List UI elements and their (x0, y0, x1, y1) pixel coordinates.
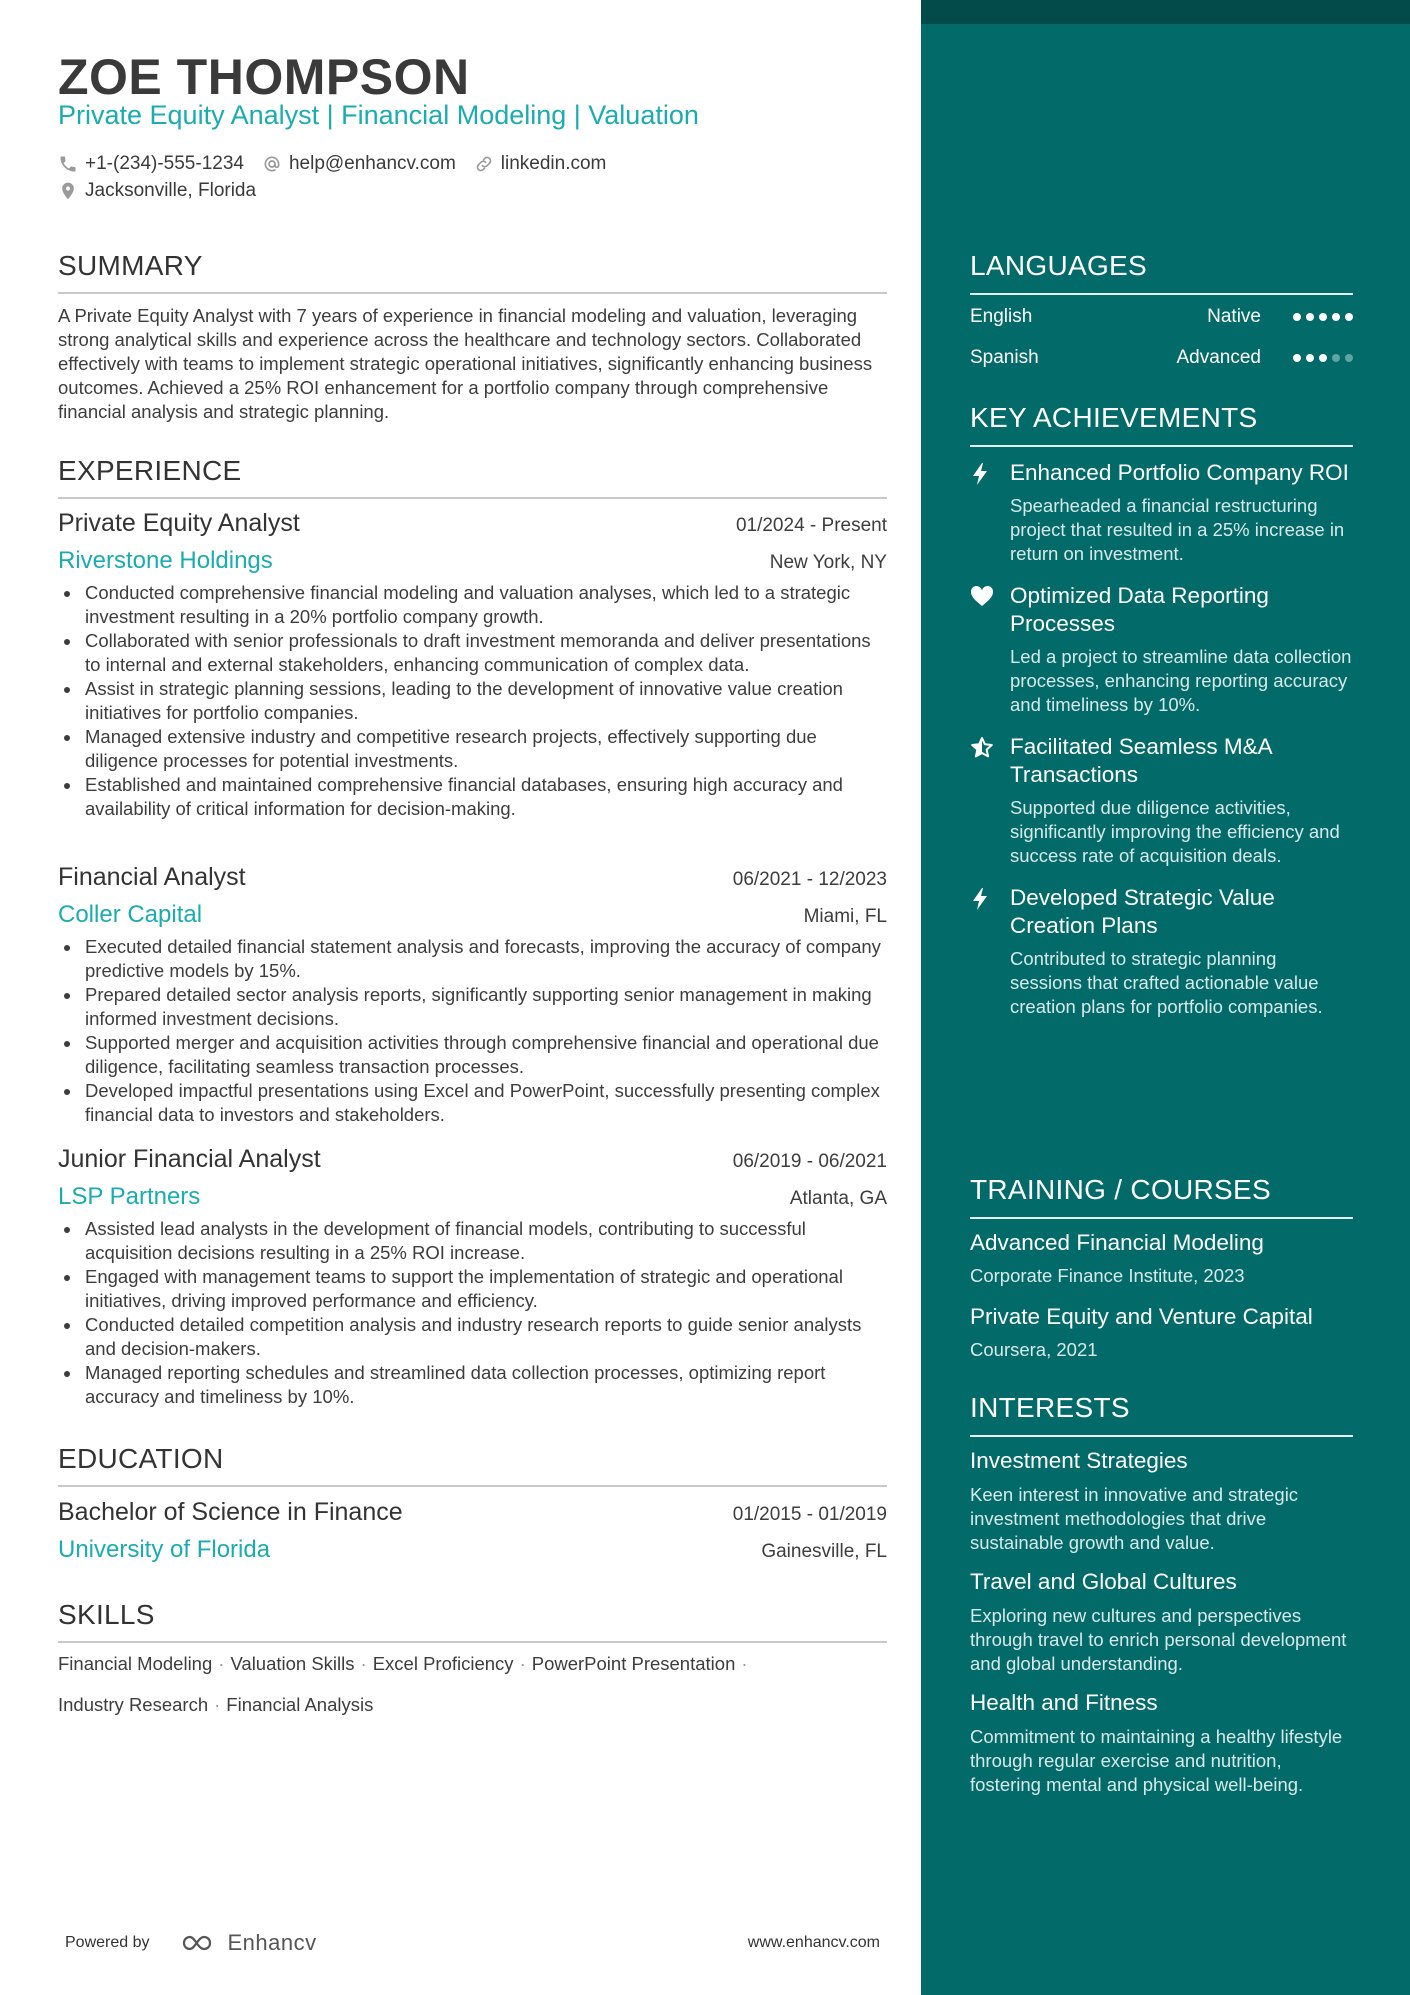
bolt-icon (970, 462, 990, 486)
achievement-desc: Supported due diligence activities, significantly improving the efficiency and success rate of acquisition deals. (1010, 797, 1340, 866)
degree: Bachelor of Science in Finance (58, 1498, 403, 1526)
list-item: Established and maintained comprehensive financial databases, ensuring high accuracy and availability of critical information for decision-making. (58, 773, 887, 821)
language-row (970, 296, 1353, 337)
skills-list: Financial Modeling · Valuation Skills · Excel Proficiency · PowerPoint Presentation · Industry Research · Financial Analysis (58, 1653, 748, 1715)
course-provider: Coursera, 2021 (970, 1339, 1098, 1360)
sidebar (921, 0, 1410, 1995)
achievement-desc: Led a project to streamline data collection processes, enhancing reporting accuracy and timeliness by 10%. (1010, 646, 1352, 715)
headline: Private Equity Analyst | Financial Modeling | Valuation (58, 100, 699, 130)
interests-section (970, 1392, 1353, 1797)
interest-desc: Keen interest in innovative and strategic investment methodologies that drive sustainable growth and value. (970, 1484, 1299, 1553)
phone-icon (58, 154, 78, 174)
interest-desc: Commitment to maintaining a healthy lifestyle through regular exercise and nutrition, fostering mental and physical well-being. (970, 1726, 1343, 1795)
contact-info (58, 150, 606, 204)
achievement-desc: Contributed to strategic planning sessions that crafted actionable value creation plans for portfolio companies. (1010, 948, 1323, 1017)
language-row (970, 337, 1353, 378)
list-item: Managed reporting schedules and streamlined data collection processes, optimizing report accuracy and timeliness by 10%. (58, 1361, 887, 1409)
course-title: Private Equity and Venture Capital (970, 1304, 1313, 1329)
divider (970, 445, 1353, 447)
interest-item (970, 1690, 1353, 1797)
interest-desc: Exploring new cultures and perspectives through travel to enrich personal development and global understanding. (970, 1605, 1347, 1674)
powered-by-text: Powered by (65, 1934, 150, 1951)
job-title: Private Equity Analyst (58, 509, 300, 537)
summary-text: A Private Equity Analyst with 7 years of experience in financial modeling and valuation, leveraging strong analytical skills and experience across the healthcare and technology sectors. Collaborated effectively with teams to implement strategic operational initiatives, significantly enhancing business outcomes. Achieved a 25% ROI enhancement for a portfolio company through comprehensive financial analysis and strategic planning. (58, 305, 873, 422)
interest-item (970, 1569, 1353, 1676)
enhancv-logo[interactable] (174, 1930, 317, 1956)
website-link[interactable]: www.enhancv.com (747, 1934, 880, 1951)
linkedin-item[interactable] (474, 153, 607, 175)
list-item: Assisted lead analysts in the development of financial models, contributing to successful acquisition decisions resulting in a 25% ROI increase. (58, 1217, 887, 1265)
training-title: TRAINING / COURSES (970, 1174, 1271, 1205)
rating-dot (1306, 313, 1314, 321)
language-name: Spanish (970, 346, 1039, 368)
rating-dot (1319, 354, 1327, 362)
experience-title: EXPERIENCE (58, 455, 242, 486)
language-name: English (970, 305, 1033, 327)
education-section (58, 1443, 887, 1564)
rating-dot (1332, 313, 1340, 321)
at-icon (262, 154, 282, 174)
achievement-item (970, 884, 1353, 1019)
job-dates: 06/2021 - 12/2023 (732, 869, 887, 890)
languages-section (970, 250, 1353, 378)
interests-title: INTERESTS (970, 1392, 1130, 1423)
summary-title: SUMMARY (58, 250, 203, 281)
email-item[interactable] (262, 153, 456, 175)
email-text[interactable]: help@enhancv.com (288, 152, 456, 174)
skill-tag: Valuation Skills (230, 1653, 355, 1674)
job-location: New York, NY (769, 552, 887, 573)
location-text: Jacksonville, Florida (85, 179, 257, 201)
language-rating (1293, 313, 1353, 321)
interest-title: Investment Strategies (970, 1448, 1188, 1473)
course-item (970, 1304, 1353, 1361)
job-dates: 01/2024 - Present (735, 515, 887, 536)
language-level: Native (1207, 305, 1261, 327)
job-dates: 06/2019 - 06/2021 (732, 1151, 887, 1172)
skill-tag: PowerPoint Presentation (531, 1653, 736, 1674)
education-dates: 01/2015 - 01/2019 (732, 1504, 887, 1525)
job-entry (58, 1145, 887, 1409)
divider (58, 497, 887, 499)
course-provider: Corporate Finance Institute, 2023 (970, 1265, 1245, 1286)
training-section (970, 1174, 1353, 1361)
rating-dot (1345, 354, 1353, 362)
job-title: Financial Analyst (58, 863, 246, 891)
job-entry (58, 863, 887, 1127)
star-icon (970, 736, 994, 760)
school-location: Gainesville, FL (761, 1541, 887, 1562)
bolt-icon (970, 887, 990, 911)
education-title: EDUCATION (58, 1443, 224, 1474)
divider (58, 292, 887, 294)
list-item: Managed extensive industry and competitive research projects, effectively supporting due diligence processes for potential investments. (58, 725, 887, 773)
achievement-item (970, 459, 1353, 566)
interest-title: Health and Fitness (970, 1690, 1158, 1715)
school-name: University of Florida (58, 1536, 271, 1563)
achievement-title: Facilitated Seamless M&A Transactions (1010, 734, 1272, 787)
list-item: Assist in strategic planning sessions, leading to the development of innovative value creation initiatives for portfolio companies. (58, 677, 887, 725)
skill-tag: Financial Analysis (226, 1694, 374, 1715)
rating-dot (1345, 313, 1353, 321)
course-title: Advanced Financial Modeling (970, 1230, 1264, 1255)
enhancv-logo-icon (174, 1931, 220, 1955)
location-pin-icon (58, 181, 78, 201)
interest-title: Travel and Global Cultures (970, 1569, 1237, 1594)
job-bullets (58, 935, 887, 1127)
phone-item (58, 153, 244, 175)
achievements-title: KEY ACHIEVEMENTS (970, 402, 1258, 433)
course-item (970, 1230, 1353, 1287)
skill-tag: Financial Modeling (58, 1653, 213, 1674)
divider (970, 1435, 1353, 1437)
link-icon (474, 154, 494, 174)
divider (970, 293, 1353, 295)
rating-dot (1319, 313, 1327, 321)
company-name: Coller Capital (58, 901, 203, 928)
list-item: Conducted comprehensive financial modeling and valuation analyses, which led to a strategic investment resulting in a 20% portfolio company growth. (58, 581, 887, 629)
candidate-name: ZOE THOMPSON (58, 49, 470, 105)
languages-title: LANGUAGES (970, 250, 1147, 281)
company-name: LSP Partners (58, 1183, 201, 1210)
language-level: Advanced (1176, 346, 1261, 368)
divider (58, 1485, 887, 1487)
experience-section (58, 455, 887, 499)
rating-dot (1293, 313, 1301, 321)
job-location: Atlanta, GA (789, 1188, 887, 1209)
list-item: Engaged with management teams to support the implementation of strategic and operational initiatives, driving improved performance and efficiency. (58, 1265, 887, 1313)
rating-dot (1332, 354, 1340, 362)
list-item: Developed impactful presentations using Excel and PowerPoint, successfully presenting complex financial data to investors and stakeholders. (58, 1079, 887, 1127)
job-title: Junior Financial Analyst (58, 1145, 321, 1173)
list-item: Collaborated with senior professionals to draft investment memoranda and deliver presentations to internal and external stakeholders, enhancing communication of complex data. (58, 629, 887, 677)
job-entry (58, 509, 887, 821)
skills-title: SKILLS (58, 1599, 155, 1630)
brand-name: Enhancv (227, 1930, 317, 1955)
list-item: Executed detailed financial statement analysis and forecasts, improving the accuracy of company predictive models by 15%. (58, 935, 887, 983)
heart-icon (970, 585, 994, 607)
achievement-title: Developed Strategic Value Creation Plans (1010, 885, 1275, 938)
sidebar-top-bar (921, 0, 1410, 24)
job-location: Miami, FL (803, 906, 887, 927)
language-rating (1293, 354, 1353, 362)
company-name: Riverstone Holdings (58, 547, 273, 574)
achievement-desc: Spearheaded a financial restructuring project that resulted in a 25% increase in return on investment. (1010, 495, 1345, 564)
linkedin-text[interactable]: linkedin.com (500, 152, 607, 174)
achievement-item (970, 582, 1353, 717)
list-item: Conducted detailed competition analysis and industry research reports to guide senior analysts and decision-makers. (58, 1313, 887, 1361)
skills-section (58, 1599, 887, 1725)
list-item: Supported merger and acquisition activities through comprehensive financial and operational due diligence, facilitating seamless transaction processes. (58, 1031, 887, 1079)
skill-tag: Excel Proficiency (372, 1653, 514, 1674)
phone-text: +1-(234)-555-1234 (85, 152, 244, 174)
achievements-section (970, 402, 1353, 1019)
achievement-title: Optimized Data Reporting Processes (1010, 583, 1269, 636)
interest-item (970, 1448, 1353, 1555)
summary-section (58, 250, 887, 424)
location-item (58, 180, 256, 202)
achievement-item (970, 733, 1353, 868)
rating-dot (1293, 354, 1301, 362)
rating-dot (1306, 354, 1314, 362)
list-item: Prepared detailed sector analysis reports, significantly supporting senior management in making informed investment decisions. (58, 983, 887, 1031)
job-bullets (58, 581, 887, 821)
job-bullets (58, 1217, 887, 1409)
achievement-title: Enhanced Portfolio Company ROI (1010, 460, 1349, 485)
divider (970, 1217, 1353, 1219)
footer (65, 1930, 880, 1956)
skill-tag: Industry Research (58, 1694, 209, 1715)
